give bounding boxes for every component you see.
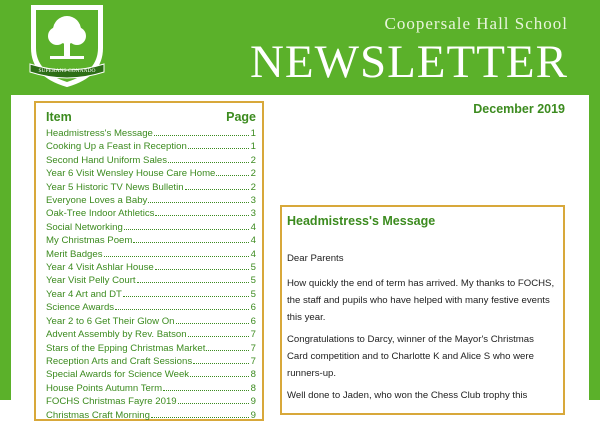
toc-entry[interactable]: [46, 194, 256, 207]
toc-entry-title: House Points Autumn Term: [46, 382, 163, 394]
toc-entry-page: 5: [250, 262, 256, 274]
toc-item-header: Item: [46, 110, 72, 124]
toc-dot-leader: [188, 328, 249, 337]
crest-motto: SUPERANS CONANDO: [38, 68, 96, 74]
toc-entry-page: 8: [250, 369, 256, 381]
toc-entry-page: 2: [250, 168, 256, 180]
toc-entry-page: 6: [250, 315, 256, 327]
toc-dot-leader: [155, 207, 249, 216]
toc-dot-leader: [185, 181, 249, 190]
toc-entry-title: Reception Arts and Craft Sessions: [46, 355, 193, 367]
toc-entry-page: 2: [250, 181, 256, 193]
toc-entry[interactable]: [46, 382, 256, 395]
toc-entry[interactable]: [46, 274, 256, 287]
header-banner: [0, 0, 600, 95]
toc-entry-page: 6: [250, 302, 256, 314]
toc-entry[interactable]: [46, 127, 256, 140]
article-paragraph: Congratulations to Darcy, winner of the Mayor's Christmas Card competition and to Charlotte K and Alice S who were runners-up.: [287, 334, 534, 379]
toc-dot-leader: [137, 274, 249, 283]
toc-entry[interactable]: [46, 315, 256, 328]
toc-entry-page: 3: [250, 195, 256, 207]
toc-dot-leader: [176, 315, 249, 324]
toc-entry-title: Year 4 Visit Ashlar House: [46, 262, 154, 274]
toc-entry[interactable]: [46, 395, 256, 408]
toc-entry[interactable]: [46, 342, 256, 355]
toc-entry-title: Year 5 Historic TV News Bulletin: [46, 181, 184, 193]
issue-date: December 2019: [473, 102, 565, 116]
toc-entry-title: Everyone Loves a Baby: [46, 195, 148, 207]
toc-dot-leader: [216, 167, 249, 176]
toc-entry[interactable]: [46, 140, 256, 153]
toc-entry-title: Year 6 Visit Wensley House Care Home: [46, 168, 216, 180]
toc-entry-page: 1: [250, 141, 256, 153]
toc-entry-title: Headmistress's Message: [46, 128, 153, 139]
toc-entry-title: Stars of the Epping Christmas Market: [46, 342, 206, 354]
toc-entry[interactable]: [46, 355, 256, 368]
toc-entry[interactable]: [46, 181, 256, 194]
toc-entry-page: 7: [250, 355, 256, 367]
toc-entry-page: 1: [250, 128, 256, 139]
toc-dot-leader: [133, 234, 249, 243]
left-border-strip: [0, 95, 11, 400]
toc-entry[interactable]: [46, 261, 256, 274]
toc-entry-title: Year 4 Art and DT: [46, 288, 122, 300]
toc-entry[interactable]: [46, 167, 256, 180]
toc-entry[interactable]: [46, 409, 256, 422]
toc-dot-leader: [124, 221, 249, 230]
toc-dot-leader: [155, 261, 249, 270]
toc-entry[interactable]: [46, 248, 256, 261]
toc-dot-leader: [193, 355, 249, 364]
article-greeting: Dear Parents: [287, 253, 344, 264]
toc-entry-page: 9: [250, 409, 256, 421]
toc-list: [36, 127, 262, 422]
toc-entry-page: 7: [250, 329, 256, 341]
toc-entry-title: Second Hand Uniform Sales: [46, 154, 168, 166]
toc-entry-page: 7: [250, 342, 256, 354]
toc-header: [36, 103, 262, 127]
toc-entry-page: 4: [250, 248, 256, 260]
toc-entry-title: Cooking Up a Feast in Reception: [46, 141, 187, 153]
toc-dot-leader: [206, 342, 249, 351]
toc-dot-leader: [104, 248, 249, 257]
toc-entry-page: 3: [250, 208, 256, 220]
toc-entry-page: 4: [250, 235, 256, 247]
toc-entry-page: 9: [250, 396, 256, 408]
toc-entry[interactable]: [46, 221, 256, 234]
toc-entry-title: Social Networking: [46, 221, 123, 233]
school-crest-logo: [28, 2, 106, 88]
toc-entry-title: Special Awards for Science Week: [46, 369, 190, 381]
article-body: [282, 228, 563, 404]
toc-entry-title: Christmas Craft Morning: [46, 409, 150, 421]
toc-page-header: Page: [226, 110, 256, 124]
toc-entry-title: Year 2 to 6 Get Their Glow On: [46, 315, 175, 327]
toc-entry[interactable]: [46, 207, 256, 220]
toc-entry-title: Oak-Tree Indoor Athletics: [46, 208, 155, 220]
toc-entry-title: FOCHS Christmas Fayre 2019: [46, 396, 177, 408]
toc-entry[interactable]: [46, 328, 256, 341]
toc-entry-title: Advent Assembly by Rev. Batson: [46, 329, 187, 341]
toc-entry-page: 5: [250, 275, 256, 287]
toc-entry-page: 2: [250, 154, 256, 166]
toc-entry-title: My Christmas Poem: [46, 235, 133, 247]
toc-entry[interactable]: [46, 301, 256, 314]
right-border-strip: [589, 95, 600, 400]
toc-entry[interactable]: [46, 234, 256, 247]
school-name: Coopersale Hall School: [384, 14, 568, 33]
toc-dot-leader: [151, 409, 249, 418]
headmistress-message-article: [280, 205, 565, 415]
toc-dot-leader: [148, 194, 249, 203]
toc-dot-leader: [163, 382, 249, 391]
toc-entry-page: 8: [250, 382, 256, 394]
toc-dot-leader: [168, 154, 249, 163]
toc-entry[interactable]: [46, 288, 256, 301]
article-paragraph: How quickly the end of term has arrived. My thanks to FOCHS, the staff and pupils who have helped with many festive events this year.: [287, 278, 555, 323]
toc-entry-page: 4: [250, 221, 256, 233]
toc-entry[interactable]: [46, 154, 256, 167]
article-title: Headmistress's Message: [287, 214, 436, 228]
toc-dot-leader: [154, 127, 249, 136]
table-of-contents: [34, 101, 264, 421]
toc-entry[interactable]: [46, 368, 256, 381]
toc-dot-leader: [115, 301, 249, 310]
toc-dot-leader: [190, 368, 249, 377]
newsletter-title: NEWSLETTER: [249, 36, 568, 88]
toc-entry-title: Year Visit Pelly Court: [46, 275, 136, 287]
toc-entry-title: Science Awards: [46, 302, 115, 314]
toc-entry-title: Merit Badges: [46, 248, 103, 260]
toc-dot-leader: [188, 140, 249, 149]
toc-entry-page: 5: [250, 288, 256, 300]
article-paragraph: Well done to Jaden, who won the Chess Club trophy this: [287, 390, 528, 401]
toc-dot-leader: [123, 288, 249, 297]
